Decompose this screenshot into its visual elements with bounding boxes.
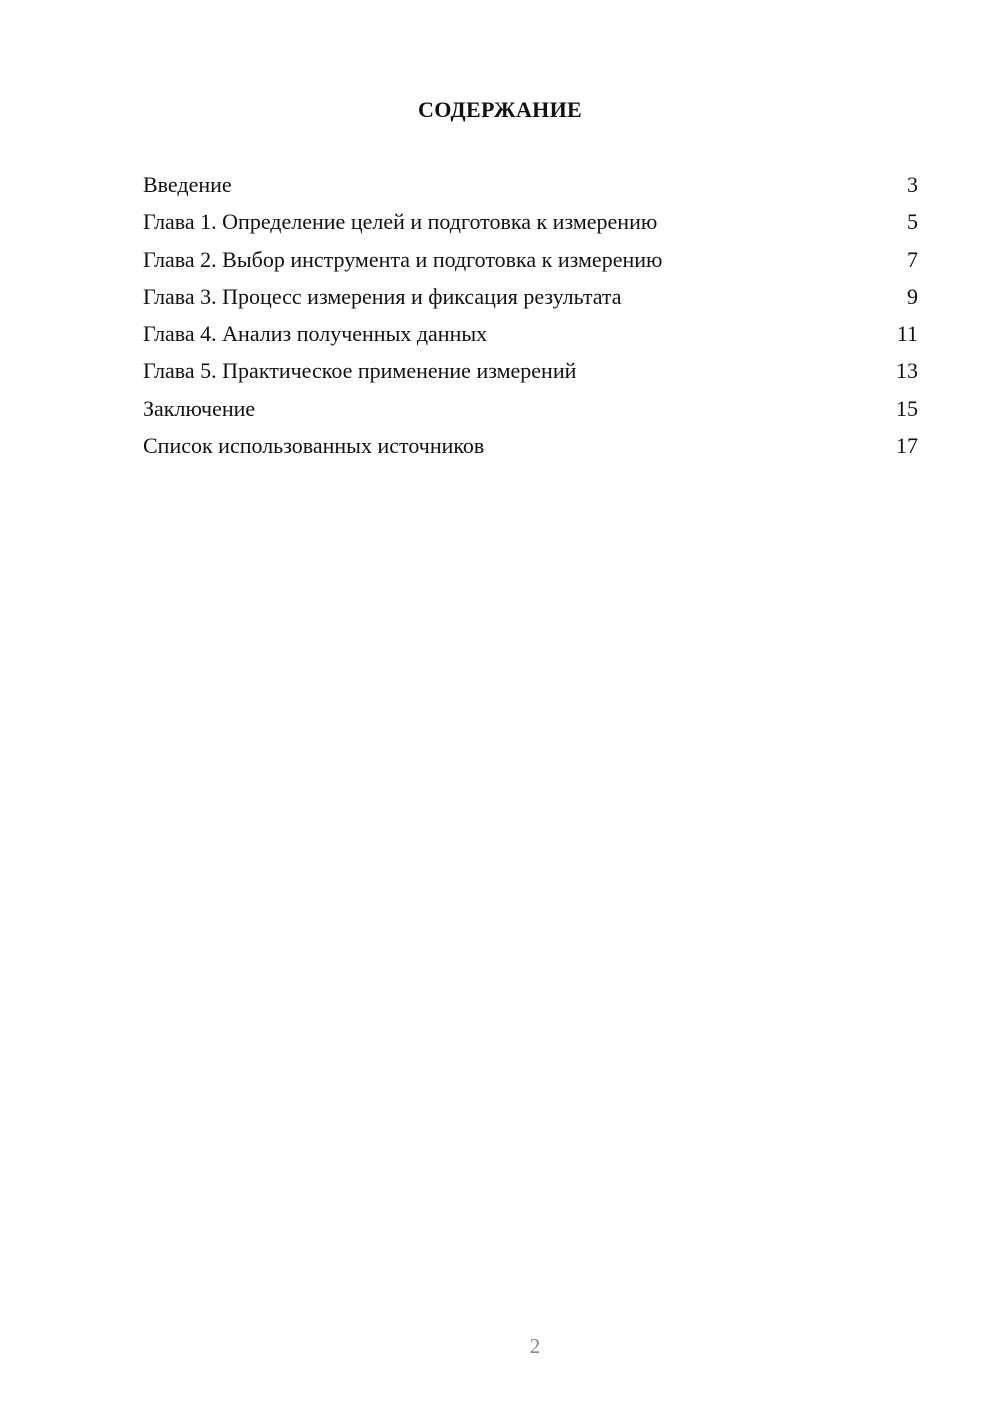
page-number: 2 <box>529 1334 541 1358</box>
toc-entry-label: Глава 4. Анализ полученных данных <box>143 321 488 347</box>
toc-entry-label: Глава 1. Определение целей и подготовка к измерению <box>143 209 658 235</box>
toc-entry-page: 5 <box>907 209 918 235</box>
toc-entry-page: 11 <box>896 321 918 347</box>
table-of-contents <box>143 170 918 468</box>
toc-entry-page: 17 <box>896 433 918 459</box>
toc-entry-chapter-2[interactable] <box>143 245 918 282</box>
toc-entry-introduction[interactable] <box>143 170 918 207</box>
toc-entry-chapter-1[interactable] <box>143 207 918 244</box>
toc-entry-label: Введение <box>143 172 232 197</box>
toc-entry-page: 3 <box>907 172 918 197</box>
toc-entry-page: 7 <box>907 246 918 272</box>
toc-entry-label: Глава 2. Выбор инструмента и подготовка к измерению <box>143 246 663 272</box>
toc-entry-label: Глава 3. Процесс измерения и фиксация результата <box>143 283 622 309</box>
toc-entry-chapter-4[interactable] <box>143 319 918 356</box>
toc-entry-references[interactable] <box>143 431 918 468</box>
toc-entry-chapter-3[interactable] <box>143 282 918 319</box>
toc-entry-page: 9 <box>907 283 918 309</box>
toc-entry-page: 13 <box>896 358 918 384</box>
toc-entry-chapter-5[interactable] <box>143 356 918 393</box>
toc-entry-label: Глава 5. Практическое применение измерений <box>143 358 577 384</box>
toc-entry-page: 15 <box>896 395 918 421</box>
toc-entry-conclusion[interactable] <box>143 394 918 431</box>
toc-entry-label: Заключение <box>143 395 256 421</box>
toc-entry-label: Список использованных источников <box>143 433 485 459</box>
page-title: СОДЕРЖАНИЕ <box>418 97 582 122</box>
